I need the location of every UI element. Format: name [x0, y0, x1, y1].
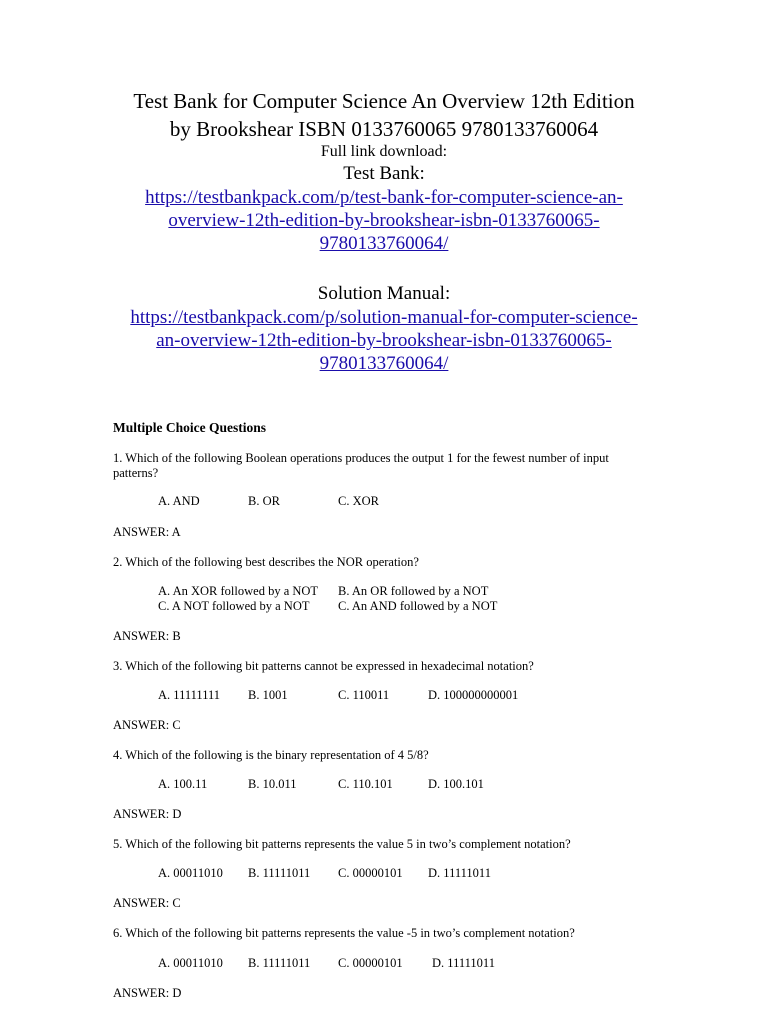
q4-option-a: A. 100.11 — [158, 777, 208, 791]
question-1-text-cont: patterns? — [113, 466, 159, 480]
solution-url-line-1[interactable]: https://testbankpack.com/p/solution-manual-for-computer-science- — [130, 307, 638, 328]
q3-option-c: C. 110011 — [338, 688, 390, 702]
question-2-text: 2. Which of the following best describes the NOR operation? — [113, 555, 419, 569]
doc-title-line-1: Test Bank for Computer Science An Overview 12th Edition — [133, 89, 635, 113]
q6-answer: ANSWER: D — [113, 986, 182, 1000]
q2-option-c: C. A NOT followed by a NOT — [158, 599, 310, 613]
question-1-text: 1. Which of the following Boolean operations produces the output 1 for the fewest number of input — [113, 451, 609, 465]
q4-option-d: D. 100.101 — [428, 777, 484, 791]
q4-option-b: B. 10.011 — [248, 777, 297, 791]
q5-option-d: D. 11111011 — [428, 866, 491, 880]
q5-option-b: B. 11111011 — [248, 866, 311, 880]
q2-answer: ANSWER: B — [113, 629, 181, 643]
full-link-label: Full link download: — [320, 143, 448, 160]
solution-manual-link[interactable] — [0, 306, 768, 375]
q2-option-b: B. An OR followed by a NOT — [338, 584, 489, 598]
q3-option-d: D. 100000000001 — [428, 688, 519, 702]
test-bank-label: Test Bank: — [343, 163, 425, 184]
q1-option-b: B. OR — [248, 494, 280, 508]
solution-url-line-3[interactable]: 9780133760064/ — [319, 353, 449, 374]
q3-answer: ANSWER: C — [113, 718, 181, 732]
q2-option-a: A. An XOR followed by a NOT — [158, 584, 319, 598]
question-6-text: 6. Which of the following bit patterns represents the value -5 in two’s complement notation? — [113, 926, 575, 940]
q6-option-a: A. 00011010 — [158, 956, 223, 970]
question-4-text: 4. Which of the following is the binary representation of 4 5/8? — [113, 748, 429, 762]
q4-answer: ANSWER: D — [113, 807, 182, 821]
q6-option-b: B. 11111011 — [248, 956, 311, 970]
doc-title-line-2: by Brookshear ISBN 0133760065 9780133760064 — [169, 117, 599, 141]
solution-manual-label: Solution Manual: — [317, 283, 451, 304]
solution-url-line-2[interactable]: an-overview-12th-edition-by-brookshear-isbn-0133760065- — [156, 330, 612, 351]
q3-option-b: B. 1001 — [248, 688, 288, 702]
q5-option-c: C. 00000101 — [338, 866, 403, 880]
test-bank-url-line-3[interactable]: 9780133760064/ — [319, 233, 449, 254]
q6-option-d: D. 11111011 — [432, 956, 495, 970]
section-title: Multiple Choice Questions — [113, 420, 267, 435]
test-bank-url-line-1[interactable]: https://testbankpack.com/p/test-bank-for-computer-science-an- — [145, 187, 623, 208]
q1-option-a: A. AND — [158, 494, 200, 508]
question-3-text: 3. Which of the following bit patterns cannot be expressed in hexadecimal notation? — [113, 659, 534, 673]
test-bank-url-line-2[interactable]: overview-12th-edition-by-brookshear-isbn-0133760065- — [168, 210, 600, 231]
q6-option-c: C. 00000101 — [338, 956, 403, 970]
question-5-text: 5. Which of the following bit patterns represents the value 5 in two’s complement notation? — [113, 837, 571, 851]
q2-option-d: C. An AND followed by a NOT — [338, 599, 498, 613]
q1-answer: ANSWER: A — [113, 525, 181, 539]
q5-option-a: A. 00011010 — [158, 866, 223, 880]
test-bank-link[interactable] — [0, 186, 768, 255]
q3-option-a: A. 11111111 — [158, 688, 221, 702]
q1-option-c: C. XOR — [338, 494, 379, 508]
q5-answer: ANSWER: C — [113, 896, 181, 910]
q4-option-c: C. 110.101 — [338, 777, 393, 791]
